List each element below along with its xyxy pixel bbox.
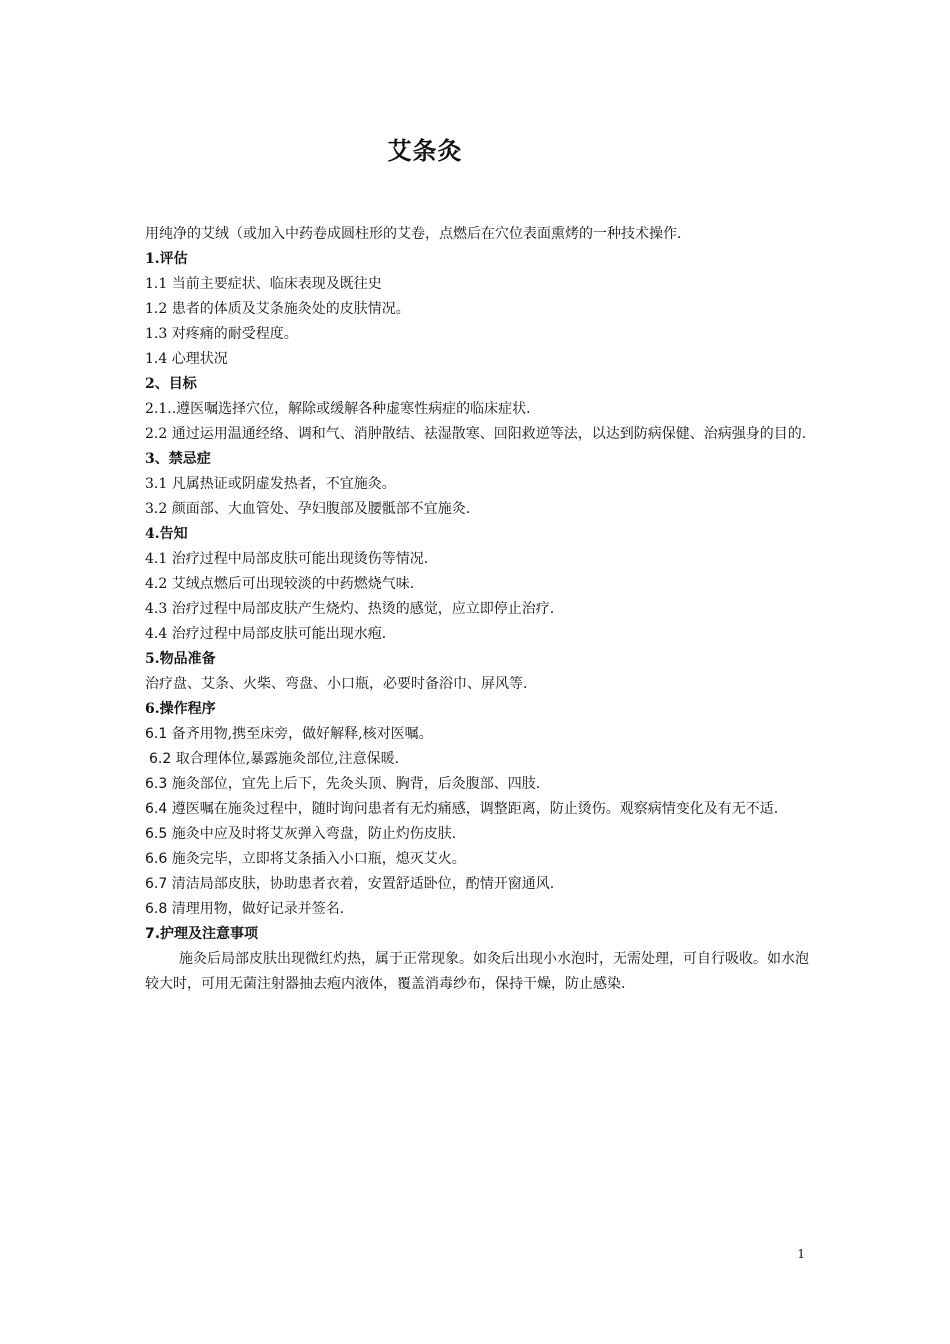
procedure-step	[145, 722, 810, 747]
procedure-step	[145, 797, 810, 822]
section-heading-procedure: 6.操作程序	[145, 701, 216, 717]
procedure-step-text: 清洁局部皮肤，协助患者衣着，安置舒适卧位，酌情开窗通风.	[167, 876, 555, 892]
section-heading-notice: 4.告知	[145, 526, 188, 542]
notice-item: 4.1 治疗过程中局部皮肤可能出现烫伤等情况.	[145, 551, 429, 567]
procedure-step-text: 取合理体位,暴露施灸部位,注意保暖.	[171, 751, 400, 767]
procedure-step-number: 6.3	[145, 776, 168, 792]
procedure-step-text: 施灸完毕，立即将艾条插入小口瓶，熄灭艾火。	[167, 851, 466, 867]
procedure-step-number: 6.4	[145, 801, 168, 817]
intro-paragraph: 用纯净的艾绒（或加入中药卷成圆柱形的艾卷，点燃后在穴位表面熏烤的一种技术操作.	[145, 226, 682, 242]
procedure-step	[145, 872, 810, 897]
procedure-step-number: 6.5	[145, 826, 168, 842]
document-title: 艾条灸	[387, 137, 463, 165]
supplies-text: 治疗盘、艾条、火柴、弯盘、小口瓶，必要时备浴巾、屏风等.	[145, 676, 528, 692]
procedure-step-number: 6.2	[149, 751, 172, 767]
care-notes-paragraph: 施灸后局部皮肤出现微红灼热，属于正常现象。如灸后出现小水泡时，无需处理，可自行吸收。如水泡较大时，可用无菌注射器抽去疱内液体，覆盖消毒纱布，保持干燥，防止感染.	[145, 951, 809, 992]
assessment-item: 1.3 对疼痛的耐受程度。	[145, 326, 298, 342]
procedure-step	[145, 897, 810, 922]
procedure-step-number: 6.6	[145, 851, 168, 867]
assessment-item: 1.2 患者的体质及艾条施灸处的皮肤情况。	[145, 301, 410, 317]
section-heading-supplies: 5.物品准备	[145, 651, 216, 667]
section-heading-assessment: 1.评估	[145, 251, 188, 267]
section-heading-contraindications: 3、禁忌症	[145, 451, 211, 467]
contraindication-item: 3.1 凡属热证或阴虚发热者，不宜施灸。	[145, 476, 396, 492]
procedure-step-text: 备齐用物,携至床旁，做好解释,核对医嘱。	[167, 726, 433, 742]
notice-item: 4.2 艾绒点燃后可出现较淡的中药燃烧气味.	[145, 576, 415, 592]
procedure-step-number: 6.8	[145, 901, 168, 917]
procedure-step	[145, 772, 810, 797]
assessment-item: 1.1 当前主要症状、临床表现及既往史	[145, 276, 382, 292]
notice-item: 4.3 治疗过程中局部皮肤产生烧灼、热烫的感觉，应立即停止治疗.	[145, 601, 555, 617]
goal-item: 2.1..遵医嘱选择穴位，解除或缓解各种虚寒性病症的临床症状.	[145, 401, 531, 417]
page-number: 1	[797, 1247, 805, 1261]
document-body	[145, 222, 810, 997]
section-heading-goals: 2、目标	[145, 376, 197, 392]
goal-item: 2.2 通过运用温通经络、调和气、消肿散结、祛湿散寒、回阳救逆等法，以达到防病保健、治病强身的目的.	[145, 426, 807, 442]
procedure-step-number: 6.1	[145, 726, 168, 742]
contraindication-item: 3.2 颜面部、大血管处、孕妇腹部及腰骶部不宜施灸.	[145, 501, 471, 517]
assessment-item: 1.4 心理状况	[145, 351, 228, 367]
procedure-step	[145, 747, 810, 772]
section-heading-care-notes: 7.护理及注意事项	[145, 926, 259, 942]
procedure-step-number: 6.7	[145, 876, 168, 892]
procedure-step	[145, 847, 810, 872]
procedure-step	[145, 822, 810, 847]
procedure-step-text: 施灸部位，宜先上后下，先灸头顶、胸背，后灸腹部、四肢.	[167, 776, 541, 792]
procedure-step-text: 施灸中应及时将艾灰弹入弯盘，防止灼伤皮肤.	[167, 826, 457, 842]
notice-item: 4.4 治疗过程中局部皮肤可能出现水疱.	[145, 626, 387, 642]
procedure-step-text: 遵医嘱在施灸过程中，随时询问患者有无灼痛感，调整距离，防止烫伤。观察病情变化及有无不适.	[167, 801, 779, 817]
procedure-step-text: 清理用物，做好记录并签名.	[167, 901, 345, 917]
